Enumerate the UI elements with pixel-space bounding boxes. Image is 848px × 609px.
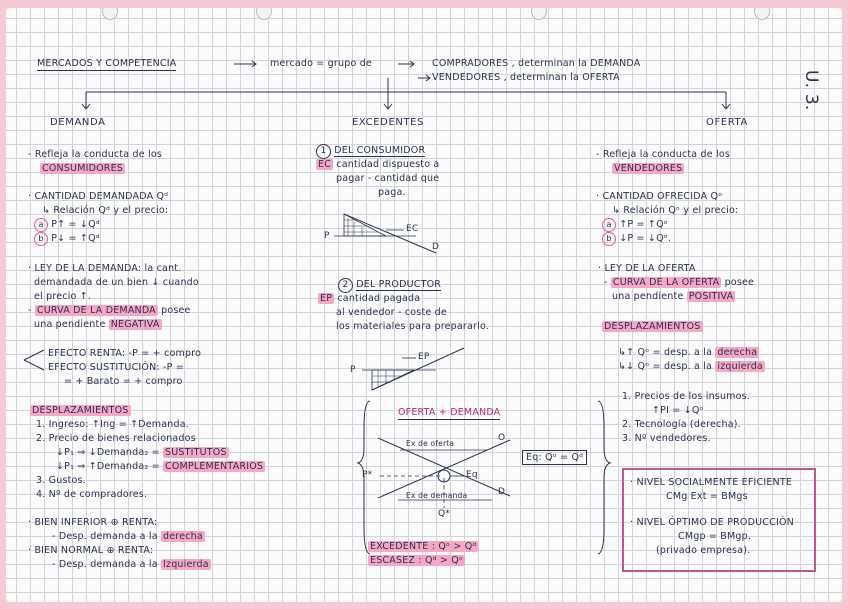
graph-label: O (498, 433, 506, 443)
equilibrium-box: Eq: Qᵒ = Qᵈ (522, 450, 587, 465)
graph-label: Q* (438, 509, 450, 519)
sellers-line: VENDEDORES , determinan la OFERTA (432, 72, 620, 83)
highlight-izquierda: Izquierda (163, 559, 209, 570)
text-line: ↳↓ Qᵒ = desp. a la (618, 361, 713, 372)
highlight-negativa: NEGATIVA (110, 319, 160, 330)
text-line: · NIVEL SOCIALMENTE EFICIENTE (630, 477, 793, 488)
text-line: posee (724, 277, 755, 288)
text-line: 2. Tecnología (derecha). (622, 419, 741, 430)
text-line: P↓ = ↑Qᵈ (51, 233, 100, 244)
subtitle-oferta-demanda: OFERTA + DEMANDA (398, 407, 501, 418)
text-line: los materiales para prepararlo. (336, 321, 490, 332)
section-header-oferta: OFERTA (706, 117, 748, 128)
highlight-izquierda: izquierda (717, 361, 763, 372)
text-line: cantidad dispuesto a (336, 159, 440, 170)
text-line: 1. Ingreso: ↑Ing = ↑Demanda. (36, 419, 189, 430)
number-circle: 1 (316, 144, 331, 159)
unit-label: U. 3. (801, 70, 821, 111)
text-line: - Desp. demanda a la (52, 531, 158, 542)
text-line: 1. Precios de los insumos. (622, 391, 751, 402)
buyers-line: COMPRADORES , determinan la DEMANDA (432, 58, 641, 69)
subtitle-consumidor: DEL CONSUMIDOR (334, 145, 426, 156)
section-header-demanda: DEMANDA (50, 117, 106, 128)
text-line: 3. Nº vendedores. (622, 433, 711, 444)
graph-label: D (432, 242, 440, 252)
graph-label: P (350, 365, 356, 375)
text-line: una pendiente (612, 291, 684, 302)
text-line: ↳↑ Qᵒ = desp. a la (618, 347, 713, 358)
subtitle-productor: DEL PRODUCTOR (356, 279, 442, 290)
text-line: 3. Gustos. (36, 475, 86, 486)
text-line: EFECTO SUSTITUCIÓN: -P = (48, 362, 184, 373)
text-line: ↑P = ↑Qᵒ (619, 219, 668, 230)
graph-label: Ex de oferta (406, 439, 455, 448)
text-line: (privado empresa). (656, 545, 751, 556)
label-circle: b (34, 232, 48, 246)
highlight-consumidores: CONSUMIDORES (42, 163, 124, 174)
highlight-ep: EP (320, 293, 333, 304)
highlight-excedente: EXCEDENTE : Qᵒ > Qᵈ (370, 541, 477, 552)
text-line: = + Barato = + compro (64, 376, 183, 387)
text-line: - Refleja la conducta de los (596, 149, 731, 160)
producer-surplus-graph (362, 348, 464, 390)
label-circle: b (602, 232, 616, 246)
highlight-escasez: ESCASEZ : Qᵈ > Qᵒ (370, 555, 464, 566)
notebook-page (6, 8, 842, 602)
highlight-sustitutos: SUSTITUTOS (165, 447, 227, 458)
text-line: cantidad pagada (337, 293, 421, 304)
market-definition: mercado = grupo de (270, 58, 372, 69)
graph-label: Eq (466, 470, 478, 480)
graph-label: EC (406, 224, 419, 234)
consumer-surplus-graph (334, 214, 436, 253)
graph-label: D (498, 487, 506, 497)
text-line: ↓P = ↓Qᵒ. (619, 233, 672, 244)
text-line: - Refleja la conducta de los (28, 149, 163, 160)
highlight-complementarios: COMPLEMENTARIOS (165, 461, 264, 472)
highlight-derecha: derecha (163, 531, 203, 542)
text-line: demandada de un bien ↓ cuando (34, 277, 199, 288)
text-line: CMg Ext = BMgs (666, 491, 748, 502)
highlight-curva-demanda: CURVA DE LA DEMANDA (36, 305, 156, 316)
text-line: · CANTIDAD DEMANDADA Qᵈ (28, 191, 169, 202)
text-line: una pendiente (34, 319, 106, 330)
text-line: P↑ = ↓Qᵈ (51, 219, 100, 230)
text-line: ↳ Relación Qᵈ y el precio: (42, 205, 169, 216)
text-line: paga. (378, 187, 406, 198)
text-line: ↓P₁ ⇒ ↓Demanda₂ = (56, 447, 160, 458)
dash: - (604, 277, 608, 288)
text-line: 2. Precio de bienes relacionados (36, 433, 196, 444)
graph-label: Ex de demanda (406, 491, 468, 500)
text-line: · BIEN NORMAL ⊕ RENTA: (28, 545, 154, 556)
text-line: ↓P₁ ⇒ ↑Demanda₂ = (56, 461, 160, 472)
text-line: ↑PI = ↓Qᵒ (652, 405, 704, 416)
text-line: al vendedor - coste de (336, 307, 447, 318)
text-line: EFECTO RENTA: -P = + compro (48, 348, 202, 359)
text-line: · CANTIDAD OFRECIDA Qᵒ (596, 191, 723, 202)
highlight-ec: EC (318, 159, 332, 170)
highlight-vendedores: VENDEDORES (614, 163, 683, 174)
highlight-positiva: POSITIVA (688, 291, 734, 302)
text-line: CMgp = BMgp. (678, 531, 752, 542)
graph-label: P (324, 231, 330, 241)
text-line: · BIEN INFERIOR ⊕ RENTA: (28, 517, 158, 528)
text-line: 4. Nº de compradores. (36, 489, 148, 500)
text-line: · NIVEL ÓPTIMO DE PRODUCCIÓN (630, 517, 794, 528)
graph-label: P* (362, 470, 373, 480)
dash: - (28, 305, 32, 316)
section-header-excedentes: EXCEDENTES (352, 117, 425, 128)
text-line: pagar - cantidad que (336, 173, 440, 184)
highlight-derecha: derecha (717, 347, 758, 358)
page-title: MERCADOS Y COMPETENCIA (37, 58, 177, 69)
text-line: · LEY DE LA OFERTA (598, 263, 696, 274)
label-circle: a (34, 218, 48, 232)
number-circle: 2 (338, 278, 353, 293)
highlight-curva-oferta: CURVA DE LA OFERTA (612, 277, 720, 288)
highlight-desplazamientos: DESPLAZAMIENTOS (32, 405, 129, 416)
highlight-desplazamientos-oferta: DESPLAZAMIENTOS (604, 321, 701, 332)
text-line: posee (161, 305, 191, 316)
label-circle: a (602, 218, 616, 232)
graph-label: EP (418, 352, 430, 362)
text-line: - Desp. demanda a la (52, 559, 158, 570)
text-line: ↳ Relación Qᵒ y el precio: (612, 205, 739, 216)
text-line: · LEY DE LA DEMANDA: la cant. (28, 263, 182, 274)
text-line: el precio ↑. (34, 291, 92, 302)
